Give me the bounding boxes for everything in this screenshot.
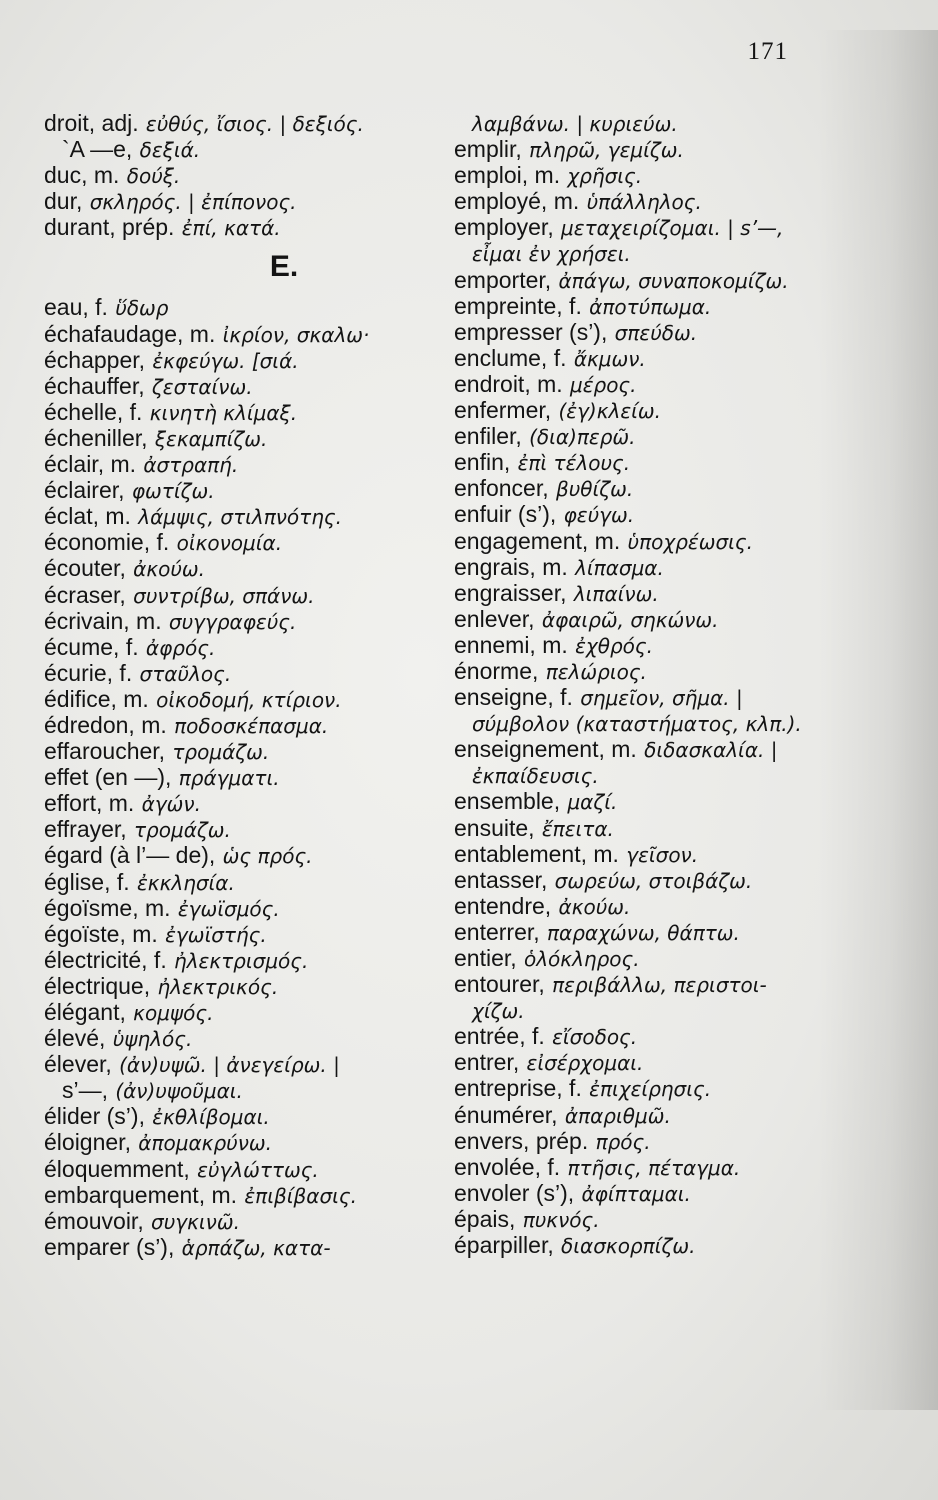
entry-headword: épais, [454,1205,516,1232]
entry-translation: ἐκκλησία. [136,870,235,895]
entry-headword: effet (en —), [44,764,172,791]
dictionary-entry [44,503,444,529]
entry-headword: égoïsme, m. [44,894,171,921]
left-entries-group1 [44,110,444,240]
dictionary-entry [44,214,444,240]
entry-translation: πράγματι. [178,766,280,791]
right-entries [454,110,854,1258]
dictionary-entry [454,867,854,893]
entry-translation: ἀποτύπωμα. [589,294,712,319]
entry-headword: enfuir (s’), [454,501,557,528]
dictionary-entry [454,893,854,919]
entry-translation: ἐπί, κατά. [181,216,281,241]
dictionary-entry [44,738,444,764]
entry-translation: ἀφρός. [145,635,216,660]
entry-headword: empreinte, f. [454,292,582,319]
entry-translation: ὑψηλός. [112,1027,193,1052]
dictionary-entry [44,999,444,1025]
entry-headword: ennemi, m. [454,631,568,658]
dictionary-entry [454,267,854,293]
entry-translation: πτῆσις, πέταγμα. [567,1155,741,1180]
entry-translation: φωτίζω. [131,479,215,504]
entry-translation: δούξ. [126,164,181,189]
entry-headword: dur, [44,188,83,215]
entry-translation: φεύγω. [563,503,635,528]
dictionary-entry [44,555,444,581]
entry-translation: ἀγών. [141,792,201,817]
entry-headword: effrayer, [44,816,127,843]
entry-translation: πελώριος. [545,659,647,684]
entry-translation: λίπασμα. [575,555,664,580]
entry-headword: écrivain, m. [44,607,162,634]
entry-translation: ἐχθρός. [575,633,653,658]
entry-headword: église, f. [44,868,130,895]
dictionary-entry [44,634,444,660]
dictionary-entry [44,1051,444,1077]
dictionary-entry [454,580,854,606]
entry-translation: λάμψις, στιλπνότης. [138,505,342,530]
entry-headword: eau, f. [44,294,108,321]
entry-translation: μεταχειρίζομαι. | s’—, [561,216,784,241]
dictionary-entry [44,321,444,347]
entry-headword: entendre, [454,892,552,919]
entry-headword: enterrer, [454,918,540,945]
entry-headword: `A —e, [62,136,133,163]
entry-headword: enfoncer, [454,475,549,502]
dictionary-entry [454,945,854,971]
entry-headword: énumérer, [454,1101,558,1128]
dictionary-entry [44,1234,444,1260]
dictionary-entry [454,319,854,345]
entry-headword: employé, m. [454,188,580,215]
entry-headword: entasser, [454,866,548,893]
entry-headword: électricité, f. [44,946,167,973]
entry-translation: ξεκαμπίζω. [154,426,268,451]
dictionary-entry [454,841,854,867]
entry-headword: emplir, [454,136,522,163]
entry-translation: εἴσοδος. [552,1025,638,1050]
entry-headword: ensemble, [454,788,561,815]
entry-headword: échafaudage, m. [44,320,216,347]
section-letter: E. [269,250,299,284]
entry-translation: γεῖσον. [626,842,699,867]
entry-headword: empresser (s’), [454,318,608,345]
entry-translation: ἀπομακρύνω. [138,1131,272,1156]
entry-headword: effaroucher, [44,738,166,765]
entry-headword: émouvoir, [44,1207,144,1234]
dictionary-entry [44,188,444,214]
entry-headword: éclat, m. [44,503,131,530]
entry-translation: ἐκθλίβομαι. [152,1105,270,1130]
entry-translation: παραχώνω, θάπτω. [546,920,740,945]
entry-translation: διασκορπίζω. [561,1234,696,1259]
dictionary-entry [44,869,444,895]
entry-translation: σύμβολον (καταστήματος, κλπ.). [472,712,802,737]
entry-translation: εὐγλώττως. [197,1157,319,1182]
dictionary-entry [454,1180,854,1206]
entry-headword: emploi, m. [454,162,561,189]
entry-headword: élégant, [44,999,126,1025]
dictionary-entry [454,736,854,762]
dictionary-entry [454,423,854,449]
entry-headword: engrais, m. [454,553,568,580]
dictionary-entry [44,425,444,451]
dictionary-entry [44,399,444,425]
entry-headword: édifice, m. [44,685,149,712]
entry-translation: σκληρός. | ἐπίπονος. [89,190,297,215]
dictionary-entry [44,1077,444,1103]
entry-headword: écume, f. [44,633,139,660]
dictionary-entry [454,1102,854,1128]
entry-translation: εὐθύς, ἴσιος. | δεξιός. [145,112,364,136]
dictionary-entry [454,1023,854,1049]
dictionary-entry [454,658,854,684]
entry-headword: s’—, [62,1077,108,1104]
entry-headword: écouter, [44,555,126,582]
entry-headword: éclairer, [44,477,125,504]
entry-headword: emporter, [454,266,552,293]
dictionary-entry [454,214,854,240]
entry-translation: ἐπὶ τέλους. [517,451,631,476]
entry-headword: échelle, f. [44,398,143,425]
entry-translation: ἠλεκτρικός. [157,974,279,999]
entry-headword: écurie, f. [44,659,133,686]
entry-translation: ἀκούω. [133,557,206,582]
entry-translation: ὁλόκληρος. [523,947,640,971]
entry-translation: συγγραφεύς. [168,609,297,634]
entry-headword: enfermer, [454,397,552,424]
dictionary-entry [44,136,444,162]
entry-headword: éloquemment, [44,1155,190,1182]
dictionary-entry [454,188,854,214]
entry-translation: διδασκαλία. | [644,738,778,763]
entry-translation: (ἀν)υψοῦμαι. [115,1079,243,1104]
entry-headword: effort, m. [44,790,135,817]
entry-translation: ἀφίπταμαι. [581,1181,691,1206]
entry-headword: écraser, [44,581,126,608]
entry-headword: enseignement, m. [454,736,637,763]
dictionary-entry [454,815,854,841]
entry-translation: πυκνός. [522,1207,600,1232]
dictionary-entry [454,136,854,162]
dictionary-entry [44,477,444,503]
entry-headword: énorme, [454,657,539,684]
entry-headword: employer, [454,214,554,241]
entry-headword: élever, [44,1051,112,1078]
entry-translation: ἀφαιρῶ, σηκώνω. [541,607,719,632]
left-column [44,110,444,1260]
dictionary-entry [454,762,854,788]
dictionary-entry [454,632,854,658]
dictionary-entry [454,1232,854,1258]
dictionary-entry [454,606,854,632]
entry-translation: ἔπειτα. [541,816,614,841]
entry-headword: entreprise, f. [454,1075,582,1102]
entry-translation: δεξιά. [139,138,201,163]
entry-headword: enlever, [454,605,535,632]
entry-translation: εἶμαι ἐν χρήσει. [472,242,631,267]
entry-headword: envers, prép. [454,1127,589,1154]
dictionary-entry [454,1075,854,1101]
entry-translation: συγκινῶ. [151,1209,240,1234]
dictionary-entry [44,110,444,136]
dictionary-entry [454,971,854,997]
entry-translation: συντρίβω, σπάνω. [133,583,315,608]
dictionary-entry [44,790,444,816]
entry-headword: enclume, f. [454,344,567,371]
dictionary-entry [454,501,854,527]
entry-headword: duc, m. [44,162,120,189]
entry-headword: droit, adj. [44,110,139,136]
entry-translation: σταῦλος. [139,661,232,686]
dictionary-entry [454,162,854,188]
entry-headword: emparer (s’), [44,1233,175,1260]
entry-translation: βυθίζω. [555,477,634,502]
entry-translation: (ἀν)υψῶ. | ἀνεγείρω. | [119,1053,340,1078]
entry-translation: ἐκφεύγω. [σιά. [152,348,299,373]
dictionary-entry [454,710,854,736]
entry-headword: égard (à l’— de), [44,842,216,869]
entry-translation: ποδοσκέπασμα. [174,713,329,738]
entry-translation: σημεῖον, σῆμα. | [580,686,743,711]
dictionary-entry [44,582,444,608]
entry-headword: enseigne, f. [454,684,573,711]
dictionary-entry [454,997,854,1023]
page-number: 171 [747,38,788,65]
dictionary-entry [454,1128,854,1154]
dictionary-entry [454,684,854,710]
dictionary-entry [44,451,444,477]
entry-headword: entourer, [454,971,545,998]
entry-translation: ἰκρίον, σκαλω· [222,322,370,347]
entry-translation: χρῆσις. [567,164,643,189]
entry-headword: échauffer, [44,372,145,399]
dictionary-entry [454,345,854,371]
dictionary-entry [454,1049,854,1075]
entry-headword: économie, f. [44,529,170,556]
entry-translation: μέρος. [569,372,637,397]
entry-translation: ὑποχρέωσις. [627,529,754,554]
entry-translation: σπεύδω. [614,320,698,345]
dictionary-entry [44,1156,444,1182]
dictionary-entry [454,371,854,397]
entry-translation: περιβάλλω, περιστοι- [552,973,767,998]
dictionary-entry [454,788,854,814]
entry-headword: entrer, [454,1049,520,1076]
dictionary-entry [44,1129,444,1155]
entry-translation: ἐγωϊστής. [165,922,267,947]
dictionary-entry [44,347,444,373]
entry-headword: endroit, m. [454,370,563,397]
dictionary-entry [44,712,444,738]
entry-translation: ἀπάγω, συναποκομίζω. [558,268,789,293]
entry-translation: εἰσέρχομαι. [526,1051,644,1076]
dictionary-entry [454,110,854,136]
entry-translation: ζεσταίνω. [151,374,253,399]
entry-translation: πρός. [595,1129,651,1154]
entry-translation: σωρεύω, στοιβάζω. [554,868,753,893]
dictionary-entry [454,919,854,945]
entry-translation: ἐκπαίδευσις. [472,764,599,789]
dictionary-entry [454,528,854,554]
dictionary-entry [44,162,444,188]
dictionary-entry [454,1206,854,1232]
dictionary-entry [454,554,854,580]
entry-translation: ἀπαριθμῶ. [564,1103,671,1128]
entry-headword: ensuite, [454,814,535,841]
entry-translation: ὑπάλληλος. [586,190,702,215]
entry-headword: enfiler, [454,423,522,450]
dictionary-entry [44,842,444,868]
entry-headword: écheniller, [44,424,148,451]
entry-translation: οἰκοδομή, κτίριον. [156,687,342,712]
entry-headword: égoïste, m. [44,920,158,947]
entry-headword: élevé, [44,1025,106,1052]
dictionary-entry [44,294,444,320]
entry-translation: ἠλεκτρισμός. [174,948,309,973]
entry-headword: engagement, m. [454,527,621,554]
entry-headword: élider (s’), [44,1103,145,1130]
entry-translation: ἄκμων. [573,346,646,371]
dictionary-entry [44,973,444,999]
left-entries-group2 [44,294,444,1259]
entry-headword: éloigner, [44,1129,131,1156]
dictionary-entry [454,449,854,475]
entry-translation: χίζω. [472,999,525,1024]
dictionary-entry [44,373,444,399]
dictionary-entry [454,240,854,266]
entry-translation: ἐγωϊσμός. [177,896,280,921]
entry-translation: κομψός. [133,1001,214,1025]
dictionary-entry [44,1103,444,1129]
dictionary-entry [44,921,444,947]
entry-headword: entier, [454,945,517,971]
entry-headword: édredon, m. [44,711,167,738]
entry-headword: engraisser, [454,579,567,606]
entry-translation: (δια)περῶ. [529,425,636,450]
entry-translation: ἀκούω. [558,894,631,919]
entry-translation: (ἐγ)κλείω. [558,399,662,424]
dictionary-entry [454,397,854,423]
dictionary-entry [44,1208,444,1234]
dictionary-entry [44,608,444,634]
entry-translation: λιπαίνω. [573,581,659,606]
dictionary-entry [44,529,444,555]
dictionary-entry [44,686,444,712]
entry-translation: μαζί. [567,790,618,815]
entry-headword: éclair, m. [44,451,137,478]
entry-headword: échapper, [44,346,146,373]
entry-headword: envoler (s’), [454,1179,575,1206]
dictionary-entry [44,1182,444,1208]
dictionary-entry [44,895,444,921]
dictionary-entry [454,475,854,501]
entry-translation: κινητὴ κλίμαξ. [149,400,298,425]
entry-translation: ἀστραπή. [143,453,239,478]
entry-headword: éparpiller, [454,1232,554,1259]
dictionary-entry [44,816,444,842]
entry-translation: ἐπιβίβασις. [244,1183,357,1208]
entry-translation: ἁρπάζω, κατα- [181,1235,331,1260]
right-column [454,110,854,1258]
entry-translation: τρομάζω. [172,740,270,765]
dictionary-entry [454,293,854,319]
entry-translation: ὡς πρός. [222,844,313,869]
entry-headword: durant, prép. [44,214,175,241]
entry-translation: οἰκονομία. [176,531,283,556]
entry-translation: πληρῶ, γεμίζω. [529,138,684,163]
dictionary-entry [44,1025,444,1051]
entry-translation: λαμβάνω. | κυριεύω. [472,112,678,136]
entry-headword: entrée, f. [454,1023,545,1050]
dictionary-entry [44,660,444,686]
dictionary-entry [454,1154,854,1180]
dictionary-entry [44,947,444,973]
entry-translation: τρομάζω. [134,818,231,843]
entry-headword: embarquement, m. [44,1181,238,1208]
entry-headword: envolée, f. [454,1153,561,1180]
entry-headword: enfin, [454,449,511,476]
entry-translation: ἐπιχείρησις. [589,1077,712,1102]
entry-translation: ὕδωρ [115,296,169,321]
entry-headword: électrique, [44,972,151,999]
dictionary-entry [44,764,444,790]
entry-headword: entablement, m. [454,840,619,867]
